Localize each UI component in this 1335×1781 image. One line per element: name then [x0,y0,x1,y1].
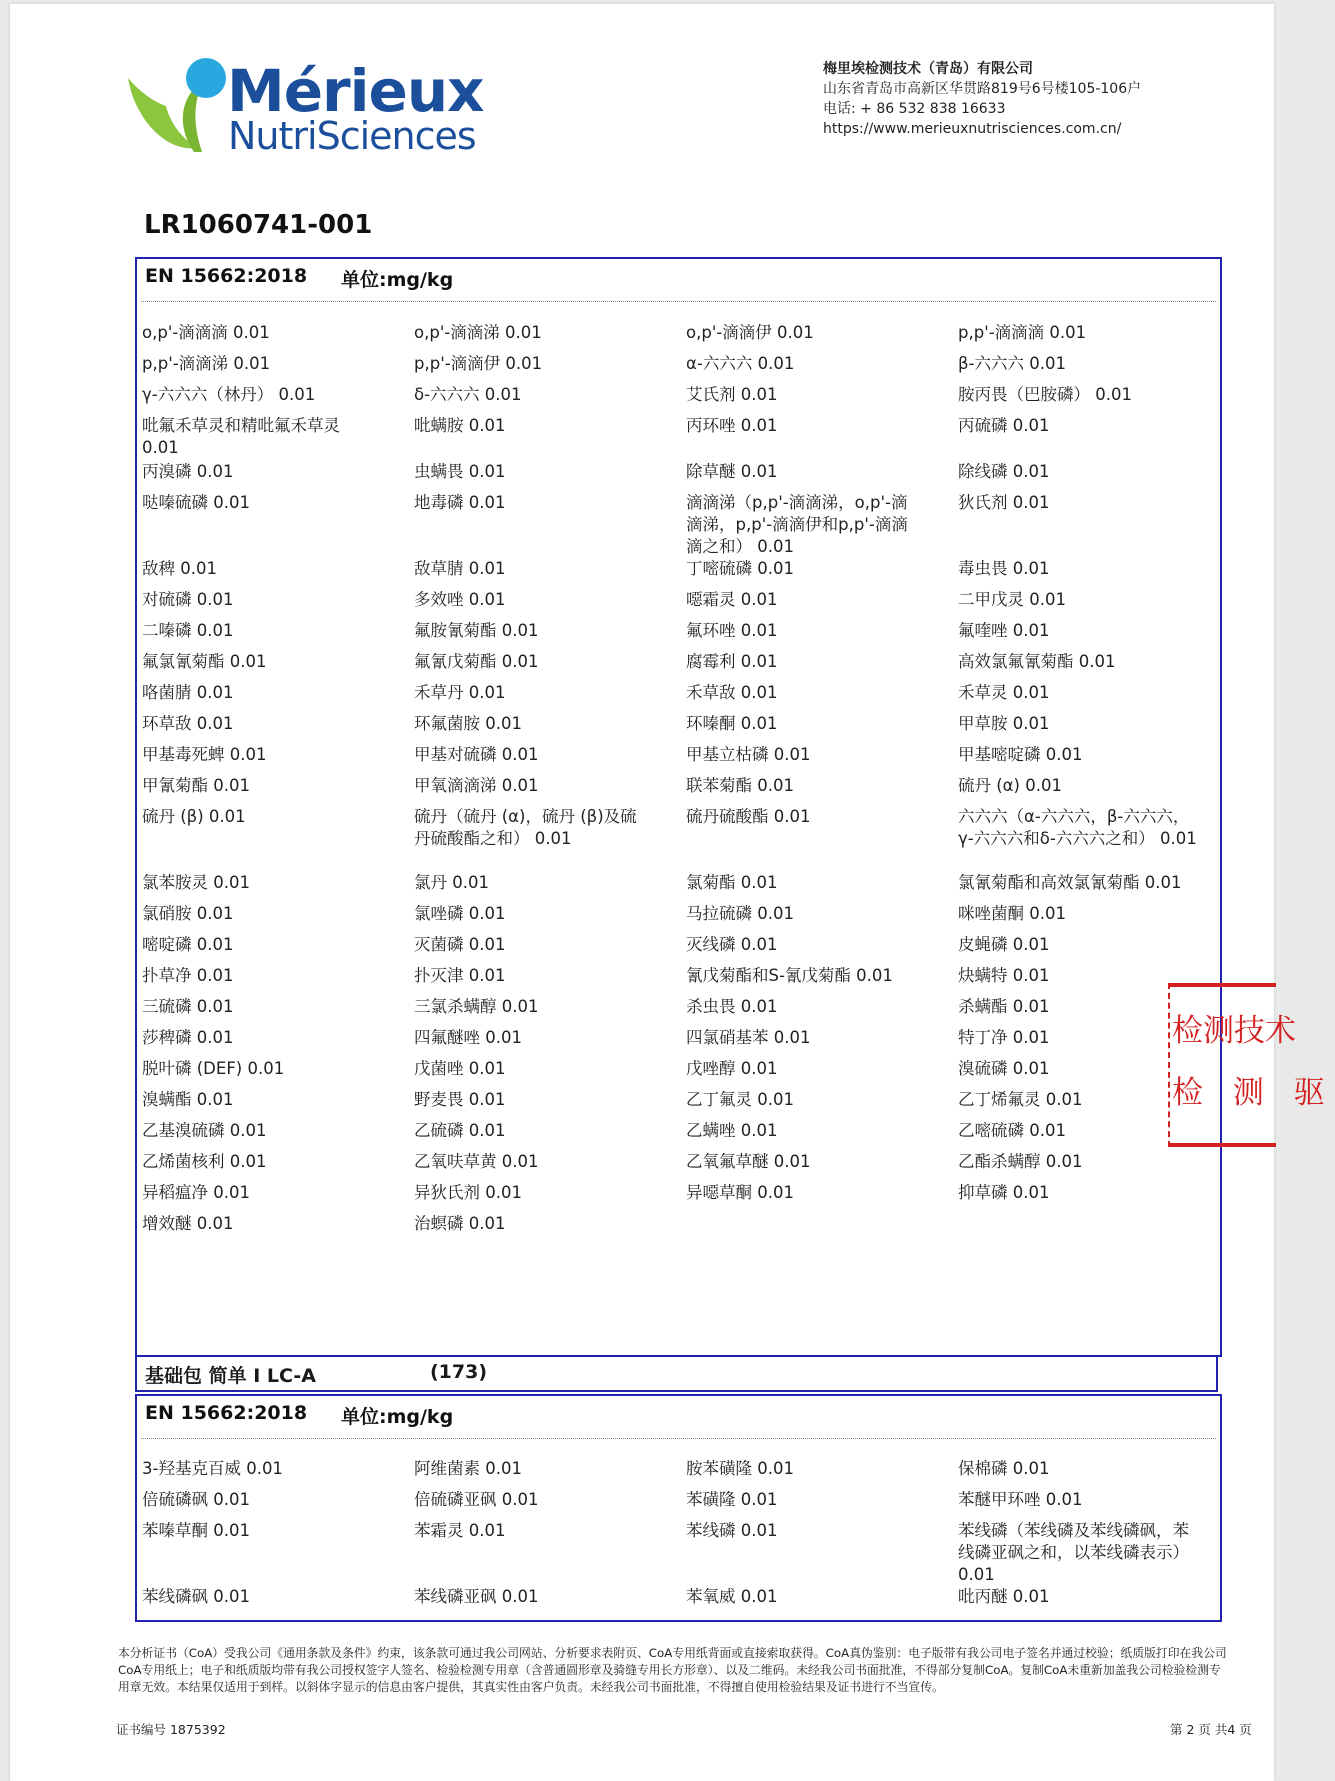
table-cell: 氯苯胺灵 0.01 [142,873,250,892]
results-table-1 [135,257,1222,1357]
table-cell: 野麦畏 0.01 [414,1090,506,1109]
table-cell: 乙丁氟灵 0.01 [686,1090,794,1109]
table-cell: 禾草灵 0.01 [958,683,1050,702]
table-cell: 异狄氏剂 0.01 [414,1183,522,1202]
table-cell: 硫丹硫酸酯 0.01 [686,807,811,826]
table-cell: 戊菌唑 0.01 [414,1059,506,1078]
stamp-text-1: 检测技术 [1172,1013,1296,1049]
table-cell: 胺丙畏（巴胺磷） 0.01 [958,385,1132,404]
table-cell: 氟喹唑 0.01 [958,621,1050,640]
table-cell: p,p'-滴滴伊 0.01 [414,354,543,373]
logo-sub-text: NutriSciences [228,114,476,158]
table-cell: p,p'-滴滴涕 0.01 [142,354,271,373]
table-cell: 苯线磷（苯线磷及苯线磷砜，苯线磷亚砜之和，以苯线磷表示） 0.01 [958,1521,1189,1584]
table-cell: 吡丙醚 0.01 [958,1587,1050,1606]
table-cell: 苯霜灵 0.01 [414,1521,506,1540]
table-cell: 甲基立枯磷 0.01 [686,745,811,764]
table-cell: 乙嘧硫磷 0.01 [958,1121,1066,1140]
table-cell: 氟氰戊菊酯 0.01 [414,652,539,671]
table-cell: 增效醚 0.01 [142,1214,234,1233]
table-cell: 氰戊菊酯和S-氰戊菊酯 0.01 [686,966,893,985]
table-cell: 嘧啶磷 0.01 [142,935,234,954]
table-cell: 乙螨唑 0.01 [686,1121,778,1140]
table-cell: 扑灭津 0.01 [414,966,506,985]
table-cell: 乙基溴硫磷 0.01 [142,1121,267,1140]
report-id: LR1060741-001 [144,210,373,240]
table-cell: 杀螨酯 0.01 [958,997,1050,1016]
table-cell: 苯氧威 0.01 [686,1587,778,1606]
table-cell: 六六六（α-六六六，β-六六六，γ-六六六和δ-六六六之和） 0.01 [958,807,1197,848]
table-cell: 苯线磷 0.01 [686,1521,778,1540]
table-cell: γ-六六六（林丹） 0.01 [142,385,316,404]
table-cell: 乙氧氟草醚 0.01 [686,1152,811,1171]
unit-label: 单位:mg/kg [341,1406,454,1428]
table-cell: 氟氯氰菊酯 0.01 [142,652,267,671]
table-cell: 甲氰菊酯 0.01 [142,776,250,795]
table-cell: 敌草腈 0.01 [414,559,506,578]
table-cell: 戊唑醇 0.01 [686,1059,778,1078]
table-cell: 苯醚甲环唑 0.01 [958,1490,1083,1509]
package-count: (173) [430,1361,488,1383]
table-cell: 莎稗磷 0.01 [142,1028,234,1047]
table-cell: 治螟磷 0.01 [414,1214,506,1233]
table-cell: 阿维菌素 0.01 [414,1459,522,1478]
table-cell: δ-六六六 0.01 [414,385,522,404]
table-cell: 四氟醚唑 0.01 [414,1028,522,1047]
standard-label: EN 15662:2018 [145,1402,308,1424]
official-stamp [1168,983,1335,1147]
merieux-logo [124,56,484,166]
table-cell: 皮蝇磷 0.01 [958,935,1050,954]
company-address: 山东省青岛市高新区华贯路819号6号楼105-106户 [823,81,1142,97]
table-cell: 甲基对硫磷 0.01 [414,745,539,764]
table-cell: 特丁净 0.01 [958,1028,1050,1047]
table-cell: 苯线磷亚砜 0.01 [414,1587,539,1606]
certificate-page [10,4,1274,1781]
table-cell: 乙酯杀螨醇 0.01 [958,1152,1083,1171]
table-cell: 灭线磷 0.01 [686,935,778,954]
table-cell: 艾氏剂 0.01 [686,385,778,404]
company-info [823,59,1141,139]
company-phone: 电话: + 86 532 838 16633 [823,101,1006,117]
table-cell: 溴螨酯 0.01 [142,1090,234,1109]
table-cell: 苯线磷砜 0.01 [142,1587,250,1606]
table-cell: 硫丹 (β) 0.01 [142,807,246,826]
table-cell: 乙氧呋草黄 0.01 [414,1152,539,1171]
table-cell: 哒嗪硫磷 0.01 [142,493,250,512]
table-cell: 多效唑 0.01 [414,590,506,609]
logo-brand-text: Mérieux [227,57,484,125]
table-cell: 噁霜灵 0.01 [686,590,778,609]
table-cell: 脱叶磷 (DEF) 0.01 [142,1059,285,1078]
table-cell: 腐霉利 0.01 [686,652,778,671]
table-cell: 地毒磷 0.01 [414,493,506,512]
table-cell: 扑草净 0.01 [142,966,234,985]
table-cell: 狄氏剂 0.01 [958,493,1050,512]
package-name: 基础包 简单 I LC-A [145,1365,316,1387]
table-cell: 氟胺氰菊酯 0.01 [414,621,539,640]
table-cell: 高效氯氟氰菊酯 0.01 [958,652,1116,671]
table-cell: 苯磺隆 0.01 [686,1490,778,1509]
dotted-divider [141,1438,1216,1439]
stamp-text-2: 检 测 驱 [1172,1075,1335,1111]
table-cell: 倍硫磷砜 0.01 [142,1490,250,1509]
table-cell: 四氯硝基苯 0.01 [686,1028,811,1047]
table-cell: 甲草胺 0.01 [958,714,1050,733]
table-cell: 保棉磷 0.01 [958,1459,1050,1478]
table-cell: 咯菌腈 0.01 [142,683,234,702]
table-cell: 灭菌磷 0.01 [414,935,506,954]
package-row [135,1355,1218,1392]
table-cell: o,p'-滴滴涕 0.01 [414,323,542,342]
table-cell: 炔螨特 0.01 [958,966,1050,985]
table-cell: 环氟菌胺 0.01 [414,714,522,733]
table-cell: 氯氰菊酯和高效氯氰菊酯 0.01 [958,873,1182,892]
table-cell: 丁嘧硫磷 0.01 [686,559,794,578]
table-cell: 杀虫畏 0.01 [686,997,778,1016]
table-cell: 乙硫磷 0.01 [414,1121,506,1140]
table-cell: 氯菊酯 0.01 [686,873,778,892]
table-cell: 3-羟基克百威 0.01 [142,1459,283,1478]
table-cell: 氯硝胺 0.01 [142,904,234,923]
table-cell: 三硫磷 0.01 [142,997,234,1016]
table-cell: 氟环唑 0.01 [686,621,778,640]
table-cell: 倍硫磷亚砜 0.01 [414,1490,539,1509]
table-cell: 除线磷 0.01 [958,462,1050,481]
table-cell: 乙烯菌核利 0.01 [142,1152,267,1171]
table-cell: 吡氟禾草灵和精吡氟禾草灵 0.01 [142,416,340,457]
unit-label: 单位:mg/kg [341,269,454,291]
table-cell: 敌稗 0.01 [142,559,217,578]
table-cell: 滴滴涕（p,p'-滴滴涕，o,p'-滴滴涕，p,p'-滴滴伊和p,p'-滴滴滴之和） 0.01 [686,493,908,556]
table-cell: α-六六六 0.01 [686,354,795,373]
table-cell: 溴硫磷 0.01 [958,1059,1050,1078]
table-cell: 抑草磷 0.01 [958,1183,1050,1202]
table-cell: 丙硫磷 0.01 [958,416,1050,435]
table-cell: 乙丁烯氟灵 0.01 [958,1090,1083,1109]
table-cell: 对硫磷 0.01 [142,590,234,609]
table-cell: 甲基嘧啶磷 0.01 [958,745,1083,764]
table-cell: 吡螨胺 0.01 [414,416,506,435]
table-cell: 虫螨畏 0.01 [414,462,506,481]
dotted-divider [141,301,1216,302]
table-cell: 三氯杀螨醇 0.01 [414,997,539,1016]
table-cell: 异稻瘟净 0.01 [142,1183,250,1202]
table-cell: 除草醚 0.01 [686,462,778,481]
table-cell: 氯丹 0.01 [414,873,489,892]
table-cell: o,p'-滴滴滴 0.01 [142,323,270,342]
table-cell: 甲氧滴滴涕 0.01 [414,776,539,795]
table-cell: p,p'-滴滴滴 0.01 [958,323,1087,342]
page-number: 第 2 页 共4 页 [1170,1722,1252,1737]
table-cell: 苯嗪草酮 0.01 [142,1521,250,1540]
results-table-2 [135,1394,1222,1622]
table-cell: 二嗪磷 0.01 [142,621,234,640]
table-cell: 硫丹 (α) 0.01 [958,776,1062,795]
company-website[interactable]: https://www.merieuxnutrisciences.com.cn/ [823,121,1122,137]
table-cell: o,p'-滴滴伊 0.01 [686,323,814,342]
table-cell: 马拉硫磷 0.01 [686,904,794,923]
table-cell: 禾草丹 0.01 [414,683,506,702]
table-cell: 环嗪酮 0.01 [686,714,778,733]
company-name: 梅里埃检测技术（青岛）有限公司 [823,61,1033,77]
table-cell: 硫丹（硫丹 (α)，硫丹 (β)及硫丹硫酸酯之和） 0.01 [414,807,637,848]
table-cell: 环草敌 0.01 [142,714,234,733]
table-cell: 二甲戊灵 0.01 [958,590,1066,609]
table-cell: 氯唑磷 0.01 [414,904,506,923]
table-cell: 联苯菊酯 0.01 [686,776,794,795]
table-cell: 异噁草酮 0.01 [686,1183,794,1202]
footer-disclaimer: 本分析证书（CoA）受我公司《通用条款及条件》约束，该条款可通过我公司网站、分析要求表附页、CoA专用纸背面或直接索取获得。CoA真伪鉴别：电子版带有我公司电子签名并通过校验；纸质版打印在我公司CoA专用纸上；电子和纸质版均带有我公司授权签字人签名、检验检测专用章（含普通圆形章及骑缝专用长方形章）、以及二维码。未经我公司书面批准，不得部分复制CoA。复制CoA未重新加盖我公司检验检测专用章无效。本结果仅适用于到样。以斜体字显示的信息由客户提供，其真实性由客户负责。未经我公司书面批准，不得擅自使用检验结果及证书进行不当宣传。 [118,1646,1227,1694]
table-cell: 禾草敌 0.01 [686,683,778,702]
table-cell: β-六六六 0.01 [958,354,1066,373]
table-cell: 丙环唑 0.01 [686,416,778,435]
standard-label: EN 15662:2018 [145,265,308,287]
certificate-number: 证书编号 1875392 [116,1722,226,1737]
table-cell: 胺苯磺隆 0.01 [686,1459,794,1478]
table-cell: 咪唑菌酮 0.01 [958,904,1066,923]
table-cell: 毒虫畏 0.01 [958,559,1050,578]
table-cell: 丙溴磷 0.01 [142,462,234,481]
table-cell: 甲基毒死蜱 0.01 [142,745,267,764]
leaf-logo-icon [124,56,244,166]
